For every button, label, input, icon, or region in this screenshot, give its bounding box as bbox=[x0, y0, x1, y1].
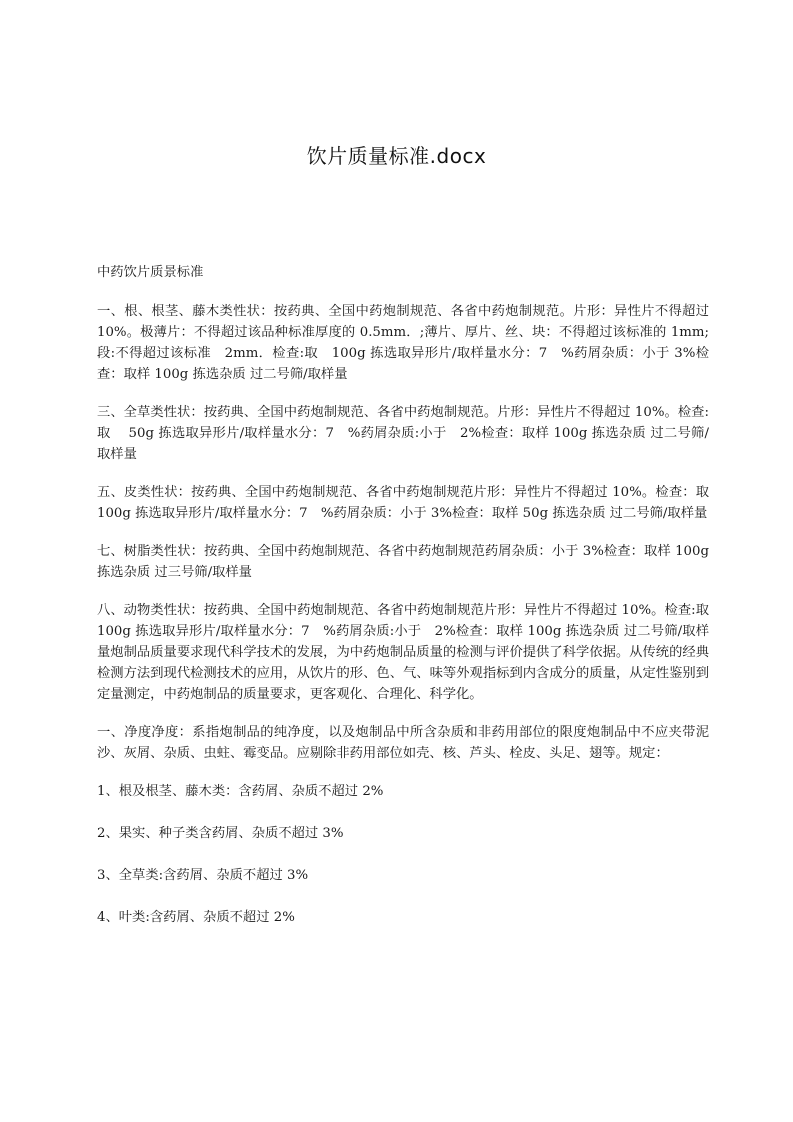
section-heading: 中药饮片质景标准 bbox=[97, 265, 204, 280]
paragraph-barks: 五、皮类性状：按药典、全国中药炮制规范、各省中药炮制规范片形：异性片不得超过 10%。检查：取 100g 拣选取异形片/取样量水分：7 %药屑杂质：小于 3%检查：取样 50g 拣选杂质 过二号筛/取样量 bbox=[97, 485, 709, 521]
paragraph-roots: 一、根、根茎、藤木类性状：按药典、全国中药炮制规范、各省中药炮制规范。片形：异性片不得超过 10%。极薄片：不得超过该品种标准厚度的 0.5mm．;薄片、厚片、丝、块：不得超过该标准的 1mm;段:不得超过该标准 2mm．检查:取 100g 拣选取异形片/取样量水分：7 %药屑杂质：小于 3%检查：取样 100g 拣选杂质 过二号筛/取样量 bbox=[97, 304, 709, 382]
document-title: 饮片质量标准.docx bbox=[306, 144, 487, 168]
paragraph-purity: 一、净度净度：系指炮制品的纯净度，以及炮制品中所含杂质和非药用部位的限度炮制品中不应夹带泥沙、灰屑、杂质、虫蛀、霉变品。应剔除非药用部位如壳、核、芦头、栓皮、头足、翅等。规定： bbox=[97, 725, 709, 761]
paragraph-whole-herbs: 三、全草类性状：按药典、全国中药炮制规范、各省中药炮制规范。片形：异性片不得超过 10%。检查:取 50g 拣选取异形片/取样量水分：7 %药屑杂质:小于 2%检查：取样 100g 拣选杂质 过二号筛/取样量 bbox=[97, 405, 709, 462]
document-body bbox=[97, 262, 727, 928]
paragraph-resins: 七、树脂类性状：按药典、全国中药炮制规范、各省中药炮制规范药屑杂质：小于 3%检查：取样 100g 拣选杂质 过三号筛/取样量 bbox=[97, 544, 709, 580]
list-item: 2、果实、种子类含药屑、杂质不超过 3% bbox=[97, 826, 344, 841]
list-item: 1、根及根茎、藤木类：含药屑、杂质不超过 2% bbox=[97, 784, 384, 799]
list-item: 4、叶类:含药屑、杂质不超过 2% bbox=[97, 910, 295, 925]
list-item: 3、全草类:含药屑、杂质不超过 3% bbox=[97, 868, 309, 883]
paragraph-animals: 八、动物类性状：按药典、全国中药炮制规范、各省中药炮制规范片形：异性片不得超过 10%。检查:取 100g 拣选取异形片/取样量水分：7 %药屑杂质:小于 2%检查：取样 100g 拣选杂质 过二号筛/取样量炮制品质量要求现代科学技术的发展，为中药炮制品质量的检测与评价提供了科学依据。从传统的经典检测方法到现代检测技术的应用，从饮片的形、色、气、味等外观指标到内含成分的质量，从定性鉴别到定量测定，中药炮制品的质量要求，更客观化、合理化、科学化。 bbox=[97, 603, 727, 702]
